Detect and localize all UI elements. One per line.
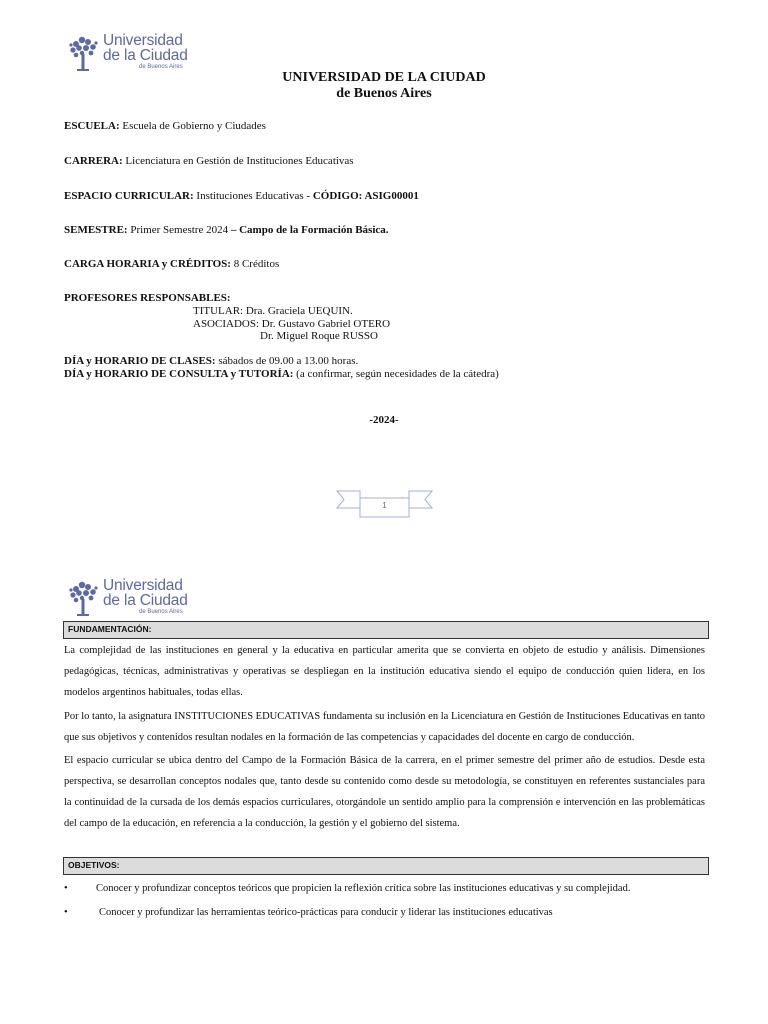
dia-clases-value: sábados de 09.00 a 13.00 horas. [218,355,359,367]
tree-logo-icon [68,579,100,617]
list-item [64,882,705,895]
carrera-value: Licenciatura en Gestión de Instituciones Educativas [125,155,354,167]
espacio-value: Instituciones Educativas - [196,190,311,202]
dia-clases-label: DÍA y HORARIO DE CLASES: [64,355,216,367]
fundamentacion-heading: FUNDAMENTACIÓN: [63,621,709,639]
fundamentacion-paragraph-1: La complejidad de las instituciones en general y la educativa en particular amerita que se convierta en objeto de estudio y análisis. Dimensiones pedagógicas, técnicas, administrativas y operativas se despliegan en la institución educativa siendo el equipo de conducción quien lidera, en los modelos argentinos habituales, todas ellas. [64,645,705,698]
page-number: 1 [382,501,387,510]
objetivos-heading: OBJETIVOS: [63,857,709,875]
carga-value: 8 Créditos [233,258,280,270]
semestre-value: Primer Semestre 2024 [130,224,229,236]
dia-consulta-value: (a confirmar, según necesidades de la cátedra) [296,368,499,380]
espacio-row [64,190,419,203]
semestre-row [64,224,389,237]
logo-line1: Universidad [103,32,183,49]
asociados: ASOCIADOS: Dr. Gustavo Gabriel OTERO [193,318,391,330]
list-item [64,906,705,919]
page-subtitle: de Buenos Aires [336,86,432,101]
fundamentacion-paragraph-2: Por lo tanto, la asignatura INSTITUCIONES EDUCATIVAS fundamenta su inclusión en la Licenciatura en Gestión de Instituciones Educativas en tanto que sus objetivos y contenidos resultan nodales en la formación de las competencias y capacidades del docente en cargo de conducción. [64,711,705,743]
carga-row [64,258,279,271]
escuela-value: Escuela de Gobierno y Ciudades [122,120,266,132]
semestre-campo: – Campo de la Formación Básica. [230,224,389,236]
objetivo-1: Conocer y profundizar conceptos teóricos que propicien la reflexión crítica sobre las instituciones educativas y su complejidad. [96,883,631,894]
page-title: UNIVERSIDAD DE LA CIUDAD [282,70,486,85]
dia-clases-row [64,355,358,368]
dia-consulta-label: DÍA y HORARIO DE CONSULTA y TUTORÍA: [64,368,294,380]
tree-logo-icon [68,34,100,72]
codigo: CÓDIGO: ASIG00001 [312,190,419,202]
dia-consulta-row [64,368,499,381]
logo-line2: de la Ciudad [103,47,188,64]
bullet-icon: • [64,883,68,894]
titular: TITULAR: Dra. Graciela UEQUIN. [193,305,353,317]
carrera-row [64,155,354,168]
asociado-2: Dr. Miguel Roque RUSSO [260,330,378,342]
university-logo-2 [68,579,188,617]
semestre-label: SEMESTRE: [64,224,128,236]
escuela-row [64,120,266,133]
page-number-badge [336,488,433,520]
objetivo-2: Conocer y profundizar las herramientas teórico-prácticas para conducir y liderar las instituciones educativas [99,907,553,918]
profesores-label: PROFESORES RESPONSABLES: [64,292,231,304]
university-logo [68,34,188,72]
logo-line1: Universidad [103,577,183,594]
fundamentacion-paragraph-3: El espacio curricular se ubica dentro del Campo de la Formación Básica de la carrera, en el primer semestre del primer año de estudios. Desde esta perspectiva, se desarrollan conceptos nodales que, tanto desde su contenido como desde su metodología, se constituyen en referentes sustanciales para la continuidad de la cursada de los demás espacios curriculares, otorgándole un sentido amplio para la comprensión e intervención en las problemáticas del campo de la educación, en referencia a la conducción, la gestión y el gobierno del sistema. [64,755,705,829]
escuela-label: ESCUELA: [64,120,120,132]
carga-label: CARGA HORARIA y CRÉDITOS: [64,258,231,270]
espacio-label: ESPACIO CURRICULAR: [64,190,194,202]
logo-line3: de Buenos Aires [139,609,183,615]
carrera-label: CARRERA: [64,155,123,167]
profesores-row [64,292,231,305]
logo-line3: de Buenos Aires [139,64,183,70]
logo-line2: de la Ciudad [103,592,188,609]
bullet-icon: • [64,907,68,918]
year-label: -2024- [369,414,399,426]
